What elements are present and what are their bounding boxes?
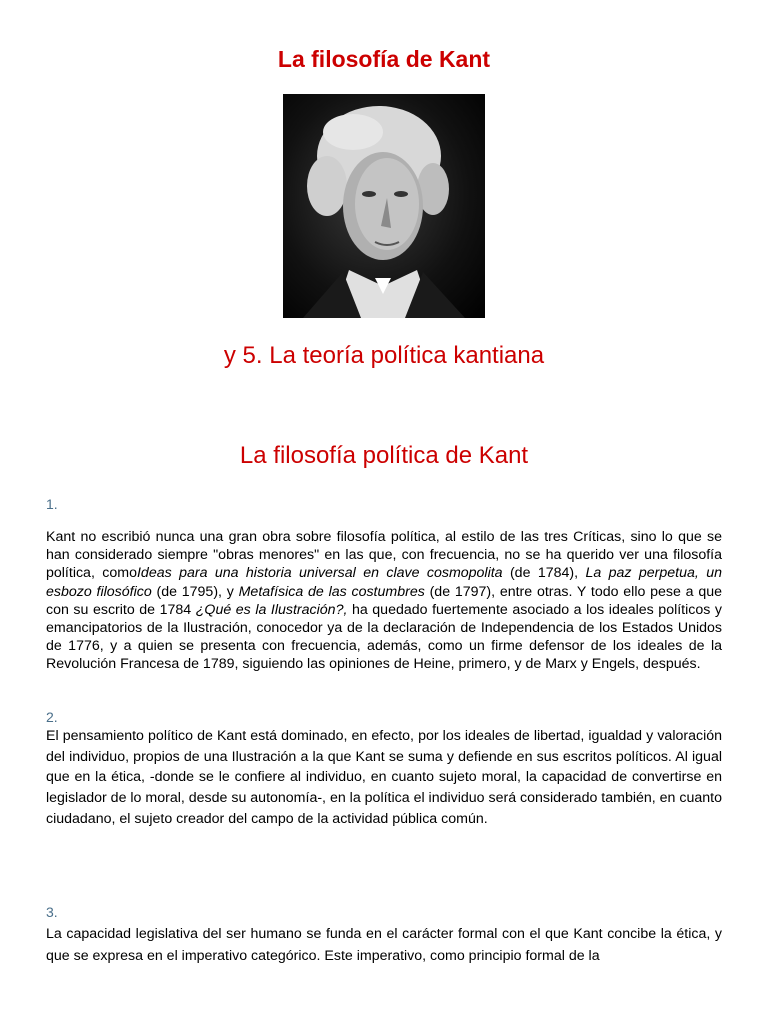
paragraph-1 xyxy=(46,528,722,674)
paragraph-1-text-b: (de 1784), xyxy=(502,565,586,582)
kant-portrait-icon xyxy=(283,94,485,318)
work-title-paz-perpetua: La paz perpetua, un esbozo filosófico xyxy=(46,565,723,600)
work-title-ideas: Ideas para una historia universal en clave cosmopolita xyxy=(136,565,503,582)
paragraph-1-text-e: ha quedado fuertemente asociado a los ideales políticos y emancipatorios de la Ilustración, conocedor ya de la declaración de Independencia de los Estados Unidos de 1776, y a quien se presenta con frecuencia, además, como un firme defensor de los ideales de la Revolución Francesa de 1789, siguiendo las opiniones de Heine, primero, y de Marx y Engels, después. xyxy=(46,601,722,673)
paragraph-number-1: 1. xyxy=(46,496,58,512)
paragraph-1-text-a: Kant no escribió nunca una gran obra sobre filosofía política, al estilo de las tres Críticas, sino lo que se han considerado siempre "obras menores" en las que, con frecuencia, no se ha querido ver una filosofía política, como xyxy=(46,529,722,582)
paragraph-3: La capacidad legislativa del ser humano se funda en el carácter formal con el que Kant concibe la ética, y que se expresa en el imperativo categórico. Este imperativo, como principio formal de la xyxy=(46,926,722,964)
paragraph-number-2: 2. xyxy=(46,709,58,725)
paragraph-1-text-c: (de 1795), y xyxy=(151,583,239,600)
portrait-drawing xyxy=(283,94,485,318)
work-title-metafisica: Metafísica de las costumbres xyxy=(238,583,425,600)
work-title-ilustracion: ¿Qué es la Ilustración?, xyxy=(195,601,348,618)
paragraph-number-3: 3. xyxy=(46,904,58,920)
chapter-subtitle: y 5. La teoría política kantiana xyxy=(223,342,545,369)
paragraph-2: El pensamiento político de Kant está dominado, en efecto, por los ideales de libertad, igualdad y valoración del individuo, propios de una Ilustración a la que Kant se suma y defiende en sus escritos políticos. Al igual que en la ética, -donde se le confiere al individuo, en cuanto sujeto moral, la capacidad de convertirse en legislador de lo moral, desde su autonomía-, en la política el individuo será considerado también, en cuanto ciudadano, el sujeto creador del campo de la actividad pública común. xyxy=(46,728,722,827)
paragraph-1-text-d: (de 1797), entre otras. Y todo ello pese a que con su escrito de 1784 xyxy=(46,583,722,618)
section-title: La filosofía política de Kant xyxy=(239,442,529,469)
page-title: La filosofía de Kant xyxy=(277,46,491,72)
